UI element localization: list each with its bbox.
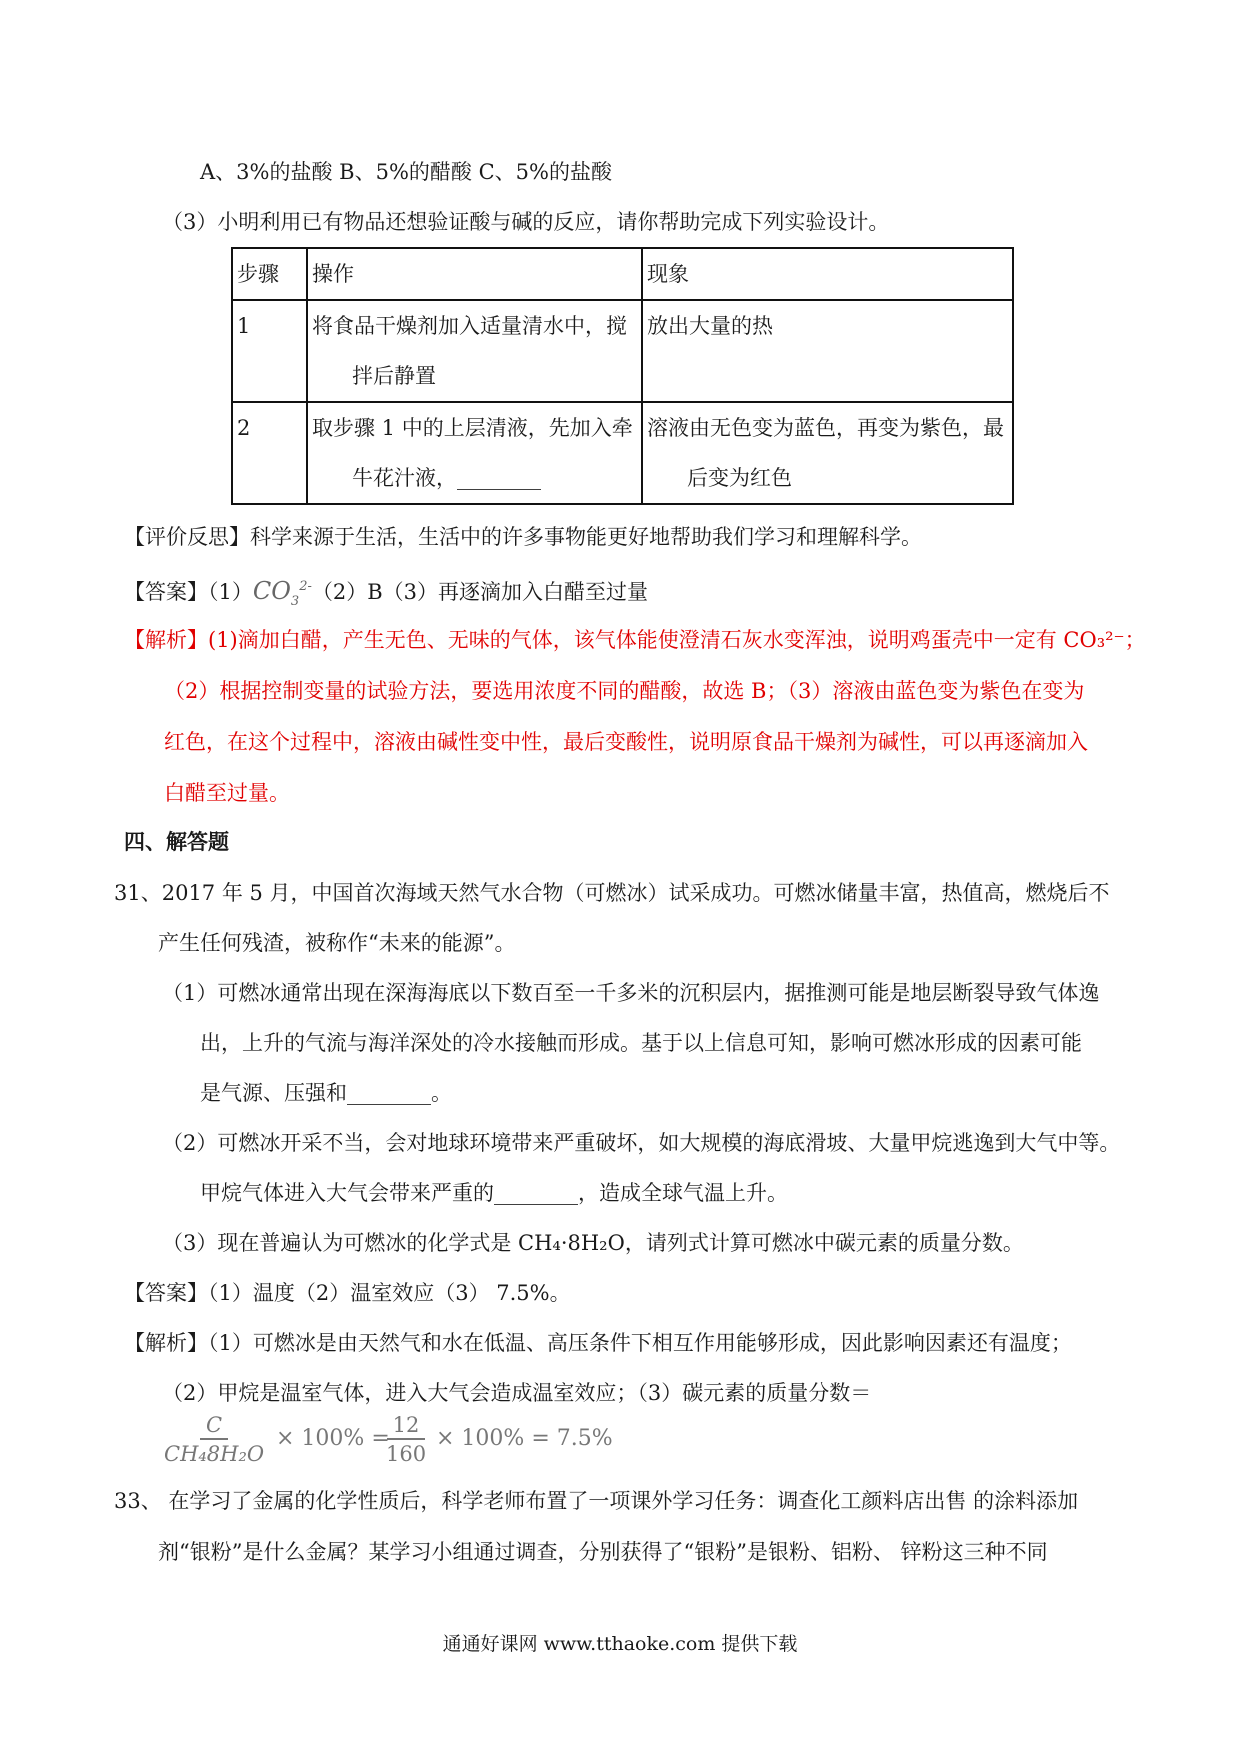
q31-answer: 【答案】（1）温度（2）温室效应（3） 7.5%。 <box>124 1281 571 1305</box>
row2-observation <box>642 402 1013 504</box>
formula-fraction-1 <box>158 1412 270 1468</box>
q31-analysis-line1: 【解析】（1）可燃冰是由天然气和水在低温、高压条件下相互作用能够形成，因此影响因素还有温度； <box>124 1331 1072 1355</box>
q30-part3-intro: （3）小明利用已有物品还想验证酸与碱的反应，请你帮助完成下列实验设计。 <box>162 210 890 234</box>
row1-observation <box>642 300 1013 402</box>
q31-part2-line2: 甲烷气体进入大气会带来严重的________，造成全球气温上升。 <box>200 1181 788 1205</box>
q30-options: A、3%的盐酸 B、5%的醋酸 C、5%的盐酸 <box>200 160 612 184</box>
frac2-numerator: 12 <box>387 1412 426 1440</box>
formula-end: × 100% = 7.5% <box>436 1426 613 1451</box>
page-footer: 通通好课网 www.tthaoke.com 提供下载 <box>442 1633 798 1655</box>
q31-analysis-line2: （2）甲烷是温室气体，进入大气会造成温室效应；（3）碳元素的质量分数＝ <box>162 1381 872 1405</box>
row1-obs-line1: 放出大量的热 <box>647 314 773 338</box>
q31-part1-line1: （1）可燃冰通常出现在深海海底以下数百至一千多米的沉积层内，据推测可能是地层断裂导致气体逸 <box>162 981 1100 1005</box>
header-observation: 现象 <box>642 248 1013 300</box>
q31-part2-line1: （2）可燃冰开采不当，会对地球环境带来严重破坏，如大规模的海底滑坡、大量甲烷逃逸到大气中等。 <box>162 1131 1121 1155</box>
header-step: 步骤 <box>232 248 307 300</box>
table-header-row <box>232 248 1013 300</box>
q30-answer <box>124 572 648 617</box>
frac1-numerator: C <box>200 1412 228 1440</box>
q30-analysis-line4: 白醋至过量。 <box>164 781 290 805</box>
table-row <box>232 402 1013 504</box>
q30-analysis-line1: 【解析】(1)滴加白醋，产生无色、无味的气体，该气体能使澄清石灰水变浑浊，说明鸡蛋壳中一定有 CO₃²⁻； <box>124 628 1146 652</box>
row2-operation <box>307 402 642 504</box>
q33-line1: 33、 在学习了金属的化学性质后，科学老师布置了一项课外学习任务：调查化工颜料店出售 的涂料添加 <box>114 1489 1079 1513</box>
q30-analysis-line2: （2）根据控制变量的试验方法，要选用浓度不同的醋酸，故选 B；（3）溶液由蓝色变为紫色在变为 <box>164 679 1085 703</box>
q30-reflection: 【评价反思】科学来源于生活，生活中的许多事物能更好地帮助我们学习和理解科学。 <box>124 525 922 549</box>
row2-obs-line2: 后变为红色 <box>687 466 792 490</box>
experiment-table <box>231 247 1014 505</box>
answer-label: 【答案】（1） <box>124 580 253 604</box>
row1-operation <box>307 300 642 402</box>
q31-part1-line3: 是气源、压强和________。 <box>200 1081 452 1105</box>
table-row <box>232 300 1013 402</box>
q31-part1-line2: 出，上升的气流与海洋深处的冷水接触而形成。基于以上信息可知，影响可燃冰形成的因素可能 <box>200 1031 1082 1055</box>
row2-op-line1: 取步骤 1 中的上层清液，先加入牵 <box>312 416 633 440</box>
q33-line2: 剂“银粉”是什么金属？某学习小组通过调查，分别获得了“银粉”是银粉、铝粉、 锌粉这三种不同 <box>158 1540 1048 1564</box>
row2-obs-line1: 溶液由无色变为蓝色，再变为紫色，最 <box>647 416 1004 440</box>
q31-line2: 产生任何残渣，被称作“未来的能源”。 <box>158 931 516 955</box>
row2-step: 2 <box>232 402 307 504</box>
q31-line1: 31、2017 年 5 月，中国首次海域天然气水合物（可燃冰）试采成功。可燃冰储量丰富，热值高，燃烧后不 <box>114 881 1110 905</box>
row2-op-line2: 牛花汁液，________ <box>352 466 541 490</box>
answer-rest: （2）B（3）再逐滴加入白醋至过量 <box>311 580 649 604</box>
row1-step: 1 <box>232 300 307 402</box>
row1-op-line1: 将食品干燥剂加入适量清水中，搅 <box>312 314 627 338</box>
formula-fraction-2 <box>380 1412 432 1468</box>
row1-op-line2: 拌后静置 <box>352 364 436 388</box>
carbonate-formula: $CO_3^{2-}$ <box>252 577 312 609</box>
q31-part3: （3）现在普遍认为可燃冰的化学式是 CH₄·8H₂O，请列式计算可燃冰中碳元素的质量分数。 <box>162 1231 1024 1255</box>
header-operation: 操作 <box>307 248 642 300</box>
formula-mid: × 100% = <box>276 1426 390 1451</box>
frac2-denominator: 160 <box>386 1442 427 1466</box>
frac1-denominator: CH₄8H₂O <box>164 1442 265 1466</box>
section-title: 四、解答题 <box>124 829 229 854</box>
q30-analysis-line3: 红色，在这个过程中，溶液由碱性变中性，最后变酸性，说明原食品干燥剂为碱性，可以再逐滴加入 <box>164 730 1088 754</box>
